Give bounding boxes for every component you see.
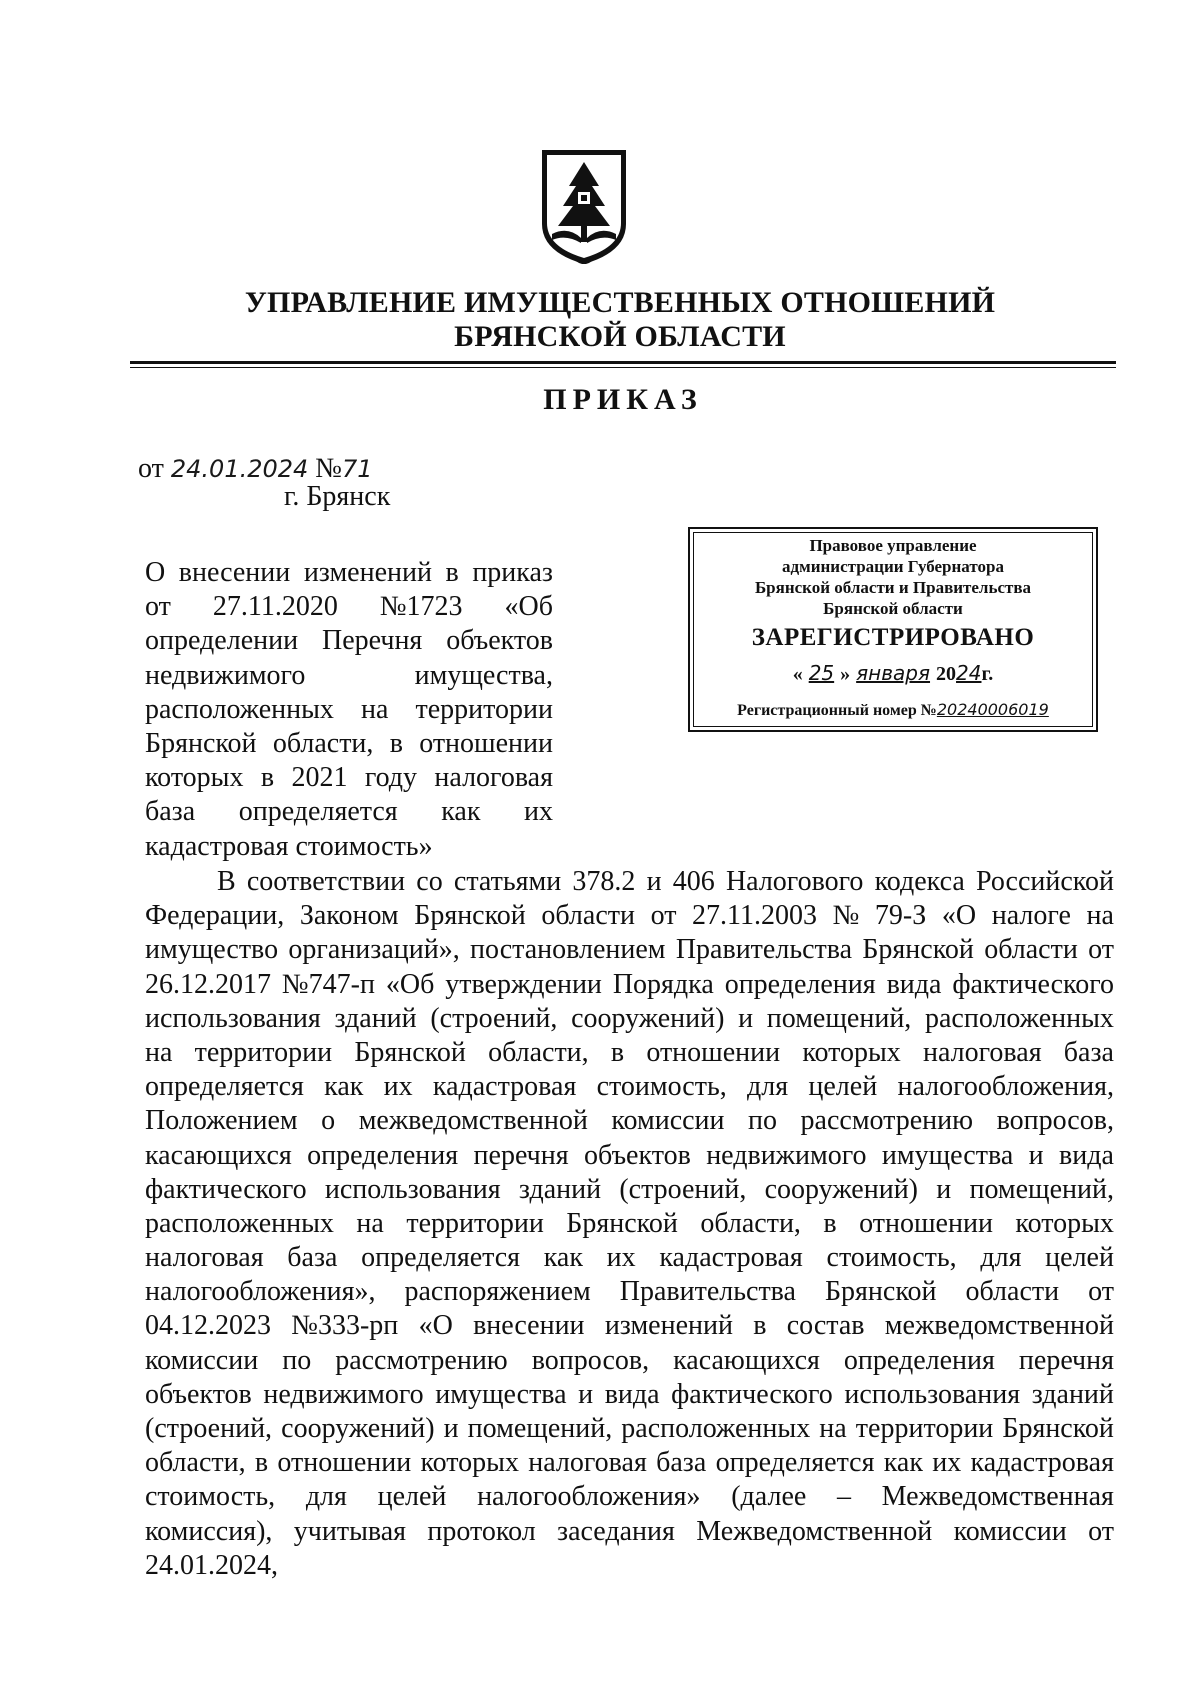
body-word: стоимость, [826, 1242, 957, 1274]
body-word: для [980, 1242, 1022, 1274]
subject-word: году [364, 762, 418, 794]
org-line-2: БРЯНСКОЙ ОБЛАСТИ [454, 320, 786, 353]
body-word: которых [802, 1036, 901, 1068]
body-line [145, 1378, 1114, 1412]
body-word: организаций», [288, 934, 460, 966]
body-word: использования [145, 1002, 321, 1034]
body-word: налоговая [923, 1036, 1042, 1068]
body-word: определяется [715, 1447, 875, 1479]
body-word: касающихся [673, 1344, 820, 1376]
body-line [145, 1241, 1114, 1275]
body-word: области [541, 900, 635, 932]
body-word: вопросов, [996, 1105, 1114, 1137]
body-word: о [321, 1105, 336, 1137]
body-word: их [932, 1447, 962, 1479]
body-word: использования [844, 1378, 1021, 1410]
body-word: кодекса [874, 866, 965, 897]
body-word: расположенных [924, 1002, 1114, 1034]
subject-word: от [145, 591, 171, 623]
body-word: комиссии [611, 1105, 725, 1137]
subject-word: изменений [303, 557, 432, 588]
subject-word: внесении [178, 557, 291, 588]
body-word: кадастровая [432, 1071, 577, 1103]
body-line [145, 1515, 1114, 1549]
body-word: стоимость, [145, 1481, 276, 1513]
stamp-year-end: г. [981, 663, 994, 685]
body-word: помещений, [467, 1413, 613, 1444]
body-word: 378.2 [572, 866, 636, 897]
body-word: области, [700, 1207, 801, 1239]
body-word: области [965, 1276, 1060, 1308]
body-line [145, 865, 1114, 899]
body-word: Положением [145, 1105, 298, 1137]
body-word: и [738, 1002, 754, 1034]
stamp-line-4: Брянской области [823, 599, 963, 618]
body-word: вопросов, [531, 1344, 650, 1376]
subject-word: №1723 [379, 591, 463, 623]
body-word: кадастровая [659, 1242, 803, 1274]
body-word: рассмотрению [335, 1344, 508, 1376]
stamp-registration-row [690, 699, 1096, 721]
subject-word: отношении [419, 727, 553, 759]
body-line [145, 899, 1114, 933]
body-word: № [832, 900, 860, 932]
body-word: база [656, 1447, 707, 1479]
body-word: определяется [361, 1242, 521, 1274]
subject-word: имущества, [414, 659, 553, 691]
body-word: налоговая [528, 1447, 647, 1479]
body-word: как [324, 1071, 364, 1103]
body-line [145, 1173, 1114, 1207]
body-word: недвижимого [263, 1378, 424, 1410]
body-word: их [383, 1071, 413, 1103]
body-word: Брянской [414, 900, 526, 932]
body-line [145, 1446, 1114, 1480]
subject-word: недвижимого [145, 659, 306, 691]
subject-word: налоговая [434, 762, 553, 794]
body-word: 24.01.2024, [145, 1549, 278, 1581]
body-word: (строений, [619, 1173, 747, 1205]
body-word: зданий [1031, 1378, 1114, 1410]
order-subject [145, 556, 553, 864]
subject-word: 27.11.2020 [212, 591, 338, 623]
body-word: как [883, 1447, 923, 1479]
body-word: база [287, 1242, 338, 1274]
body-word: №747-п [281, 968, 375, 1000]
stamp-line-3: Брянской области и Правительства [754, 578, 1032, 597]
stamp-line-1: Правовое управление [809, 536, 977, 555]
body-word: Брянской [354, 1036, 466, 1068]
subject-word: как [441, 796, 481, 828]
body-word: Российской [975, 866, 1114, 897]
body-word: «О [941, 900, 977, 932]
body-word: «О [418, 1310, 453, 1342]
document-type: ПРИКАЗ [543, 383, 703, 416]
body-word: имущество [145, 934, 279, 966]
subject-word: Перечня [321, 625, 423, 657]
body-line [145, 1002, 1114, 1036]
body-word: территории [194, 1036, 333, 1068]
body-word: имущества [881, 1139, 1014, 1171]
subject-line [145, 761, 553, 795]
subject-word: 2021 [291, 762, 348, 794]
body-word: в [823, 1207, 837, 1239]
body-word: в [610, 1036, 625, 1068]
body-word: 27.11.2003 [692, 900, 818, 932]
order-number: 71 [342, 455, 373, 483]
subject-line [145, 727, 553, 761]
body-word: Брянской [1002, 1413, 1114, 1444]
body-word: внесении [473, 1310, 585, 1342]
body-word: распоряжением [404, 1276, 591, 1308]
subject-word: области, [272, 727, 374, 759]
city: г. Брянск [284, 481, 391, 512]
body-word: недвижимого [706, 1139, 867, 1171]
body-word: и [646, 866, 662, 897]
body-word: «Об [385, 968, 435, 1000]
body-word: касающихся [145, 1139, 292, 1171]
body-word: сооружений) [571, 1002, 725, 1034]
subject-word: их [524, 796, 553, 828]
body-word: Правительства [675, 934, 853, 966]
stamp-year-suffix: 24 [956, 661, 982, 685]
body-word: территории [406, 1207, 544, 1239]
body-word: кадастровая [970, 1447, 1114, 1479]
body-word: комиссия), [145, 1515, 273, 1547]
subject-word: база [145, 796, 196, 828]
header-rule-thin [130, 367, 1116, 368]
subject-word: в [260, 762, 275, 794]
body-line [145, 968, 1114, 1002]
body-word: 26.12.2017 [145, 968, 271, 1000]
body-word: по [282, 1344, 312, 1376]
body-line [145, 1275, 1114, 1309]
subject-word: Брянской [145, 727, 257, 759]
body-word: в [254, 1447, 269, 1479]
body-word: межведомственной [884, 1310, 1114, 1342]
body-word: №333-рп [291, 1310, 399, 1342]
body-word: для [305, 1481, 347, 1513]
subject-word: кадастровая стоимость» [145, 830, 433, 862]
stamp-year-prefix: 20 [936, 663, 957, 685]
body-word: учитывая [293, 1515, 407, 1547]
stamp-date-row: « 25 » января 2024г. [792, 661, 994, 685]
body-word: Межведомственная [881, 1481, 1114, 1513]
body-word: и [936, 1173, 952, 1205]
body-word: вида [886, 968, 942, 1000]
body-word: расположенных [621, 1413, 811, 1444]
body-word: вида [604, 1378, 660, 1410]
stamp-line-2: администрации Губернатора [782, 557, 1004, 576]
body-word: как [543, 1242, 583, 1274]
body-word: налогообложения» [477, 1481, 701, 1513]
stamp-day: 25 [808, 661, 835, 685]
body-word: зданий [334, 1002, 417, 1034]
org-line-1: УПРАВЛЕНИЕ ИМУЩЕСТВЕННЫХ ОТНОШЕНИЙ [244, 286, 996, 319]
subject-line [145, 590, 553, 624]
body-word: на [145, 1036, 173, 1068]
body-word: 406 [672, 866, 715, 897]
body-line [145, 1480, 1114, 1514]
body-word: изменений [604, 1310, 733, 1342]
order-date: 24.01.2024 [170, 455, 309, 483]
body-word: по [748, 1105, 778, 1137]
body-word: база [1063, 1036, 1114, 1068]
body-word: Правительства [619, 1276, 796, 1308]
body-word: Законом [299, 900, 399, 932]
body-word: от [1088, 1276, 1114, 1308]
coat-of-arms-emblem [538, 146, 630, 268]
header-rule-thick [130, 361, 1116, 364]
body-word: комиссии [953, 1515, 1067, 1547]
body-line [145, 933, 1114, 967]
body-word: Порядка [612, 968, 714, 1000]
body-word: стоимость, [596, 1071, 727, 1103]
body-word: от [1088, 1515, 1114, 1547]
body-word: сооружений) [764, 1173, 918, 1205]
body-word: Брянской [862, 934, 974, 966]
body-word: и [443, 1413, 459, 1444]
body-word: фактического [671, 1378, 833, 1410]
body-word: в [753, 1310, 767, 1342]
subject-word: которых [145, 762, 244, 794]
body-word: Брянской [824, 1276, 937, 1308]
body-word: определения [724, 968, 876, 1000]
body-line [145, 1036, 1114, 1070]
subject-line [145, 659, 553, 693]
body-line [145, 1344, 1114, 1378]
body-word: – [836, 1481, 851, 1513]
body-word: отношении [859, 1207, 993, 1239]
stamp-status: ЗАРЕГИСТРИРОВАНО [751, 624, 1035, 651]
body-word: протокол [427, 1515, 536, 1547]
body-word: комиссии [145, 1344, 259, 1376]
body-word: налогообложения», [145, 1276, 376, 1308]
body-word: целей [808, 1071, 878, 1103]
body-word: межведомственной [358, 1105, 588, 1137]
registration-stamp [688, 527, 1098, 732]
stamp-reg-number: 20240006019 [936, 700, 1049, 719]
body-word: заседания [557, 1515, 675, 1547]
body-word: состав [786, 1310, 865, 1342]
body-word: которых [1015, 1207, 1114, 1239]
body-word: (далее [731, 1481, 807, 1513]
body-word: расположенных [145, 1207, 334, 1239]
body-word: перечня [1018, 1344, 1114, 1376]
body-word: соответствии [246, 866, 406, 897]
subject-line [145, 693, 553, 727]
body-word: отношении [646, 1036, 781, 1068]
body-word: объектов [584, 1139, 691, 1171]
number-label: № [315, 453, 343, 484]
body-word: Межведомственной [696, 1515, 933, 1547]
body-word: зданий [518, 1173, 602, 1205]
subject-word: объектов [446, 625, 553, 657]
body-word: на [819, 1413, 847, 1444]
body-word: области, [488, 1036, 589, 1068]
body-line [145, 1070, 1114, 1104]
subject-word: на [361, 693, 389, 725]
body-word: налоге [991, 900, 1071, 932]
body-word: Налогового [725, 866, 864, 897]
stamp-reg-label: Регистрационный номер № [737, 702, 937, 719]
subject-word: в [445, 557, 459, 588]
body-word: отношении [277, 1447, 412, 1479]
body-word: области [984, 934, 1078, 966]
subject-word: в [389, 727, 403, 759]
body-word: перечня [473, 1139, 569, 1171]
body-word: помещений, [969, 1173, 1114, 1205]
body-word: Федерации, [145, 900, 285, 932]
body-word: целей [1045, 1242, 1114, 1274]
body-line [145, 1412, 1114, 1446]
body-word: рассмотрению [800, 1105, 974, 1137]
from-label: от [138, 453, 164, 484]
body-word: целей [377, 1481, 447, 1513]
organization-name [120, 286, 1120, 354]
body-word: статьями [453, 866, 562, 897]
body-word: территории [855, 1413, 994, 1444]
subject-word: О [145, 557, 166, 588]
body-word: определяется [145, 1071, 304, 1103]
subject-word: приказ [472, 557, 553, 588]
subject-line [145, 830, 553, 864]
subject-word: определяется [238, 796, 398, 828]
body-word: фактического [952, 968, 1114, 1000]
order-body-text [145, 865, 1114, 1583]
body-word: помещений, [766, 1002, 912, 1034]
body-word: со [416, 866, 443, 897]
body-word: 79-З [874, 900, 927, 932]
body-word: постановлением [470, 934, 666, 966]
subject-word: расположенных [145, 693, 334, 725]
body-word: и [1028, 1139, 1044, 1171]
body-word: определения [843, 1344, 995, 1376]
body-word: фактического [145, 1173, 307, 1205]
body-word: (строений, [430, 1002, 558, 1034]
body-word: налоговая [145, 1242, 264, 1274]
body-line [145, 1309, 1114, 1343]
body-word: сооружений) [281, 1413, 435, 1444]
body-word: и [578, 1378, 594, 1410]
stamp-month: января [856, 661, 931, 685]
body-word: использования [324, 1173, 501, 1205]
body-word: от [650, 900, 677, 932]
subject-line [145, 624, 553, 658]
body-word: (строений, [145, 1413, 273, 1444]
subject-word: «Об [504, 591, 553, 623]
body-word: утверждении [445, 968, 602, 1000]
body-word: определения [307, 1139, 459, 1171]
body-word: В [217, 866, 236, 897]
body-word: имущества [435, 1378, 567, 1410]
body-word: которых [420, 1447, 519, 1479]
body-word: области, [145, 1447, 246, 1479]
subject-word: территории [415, 693, 553, 725]
body-word: налогообложения, [897, 1071, 1114, 1103]
body-word: от [1088, 934, 1114, 966]
body-word: вида [1059, 1139, 1114, 1171]
body-word: Брянской [566, 1207, 678, 1239]
body-word: объектов [145, 1378, 252, 1410]
body-word: для [747, 1071, 789, 1103]
subject-line [145, 795, 553, 829]
subject-line [145, 556, 553, 590]
body-word: их [606, 1242, 636, 1274]
body-line [145, 1207, 1114, 1241]
body-word: 04.12.2023 [145, 1310, 271, 1342]
body-word: на [356, 1207, 384, 1239]
subject-word: определении [145, 625, 299, 657]
body-word: на [1086, 900, 1114, 932]
body-line [145, 1139, 1114, 1173]
body-line [145, 1104, 1114, 1138]
body-line [145, 1549, 1114, 1583]
